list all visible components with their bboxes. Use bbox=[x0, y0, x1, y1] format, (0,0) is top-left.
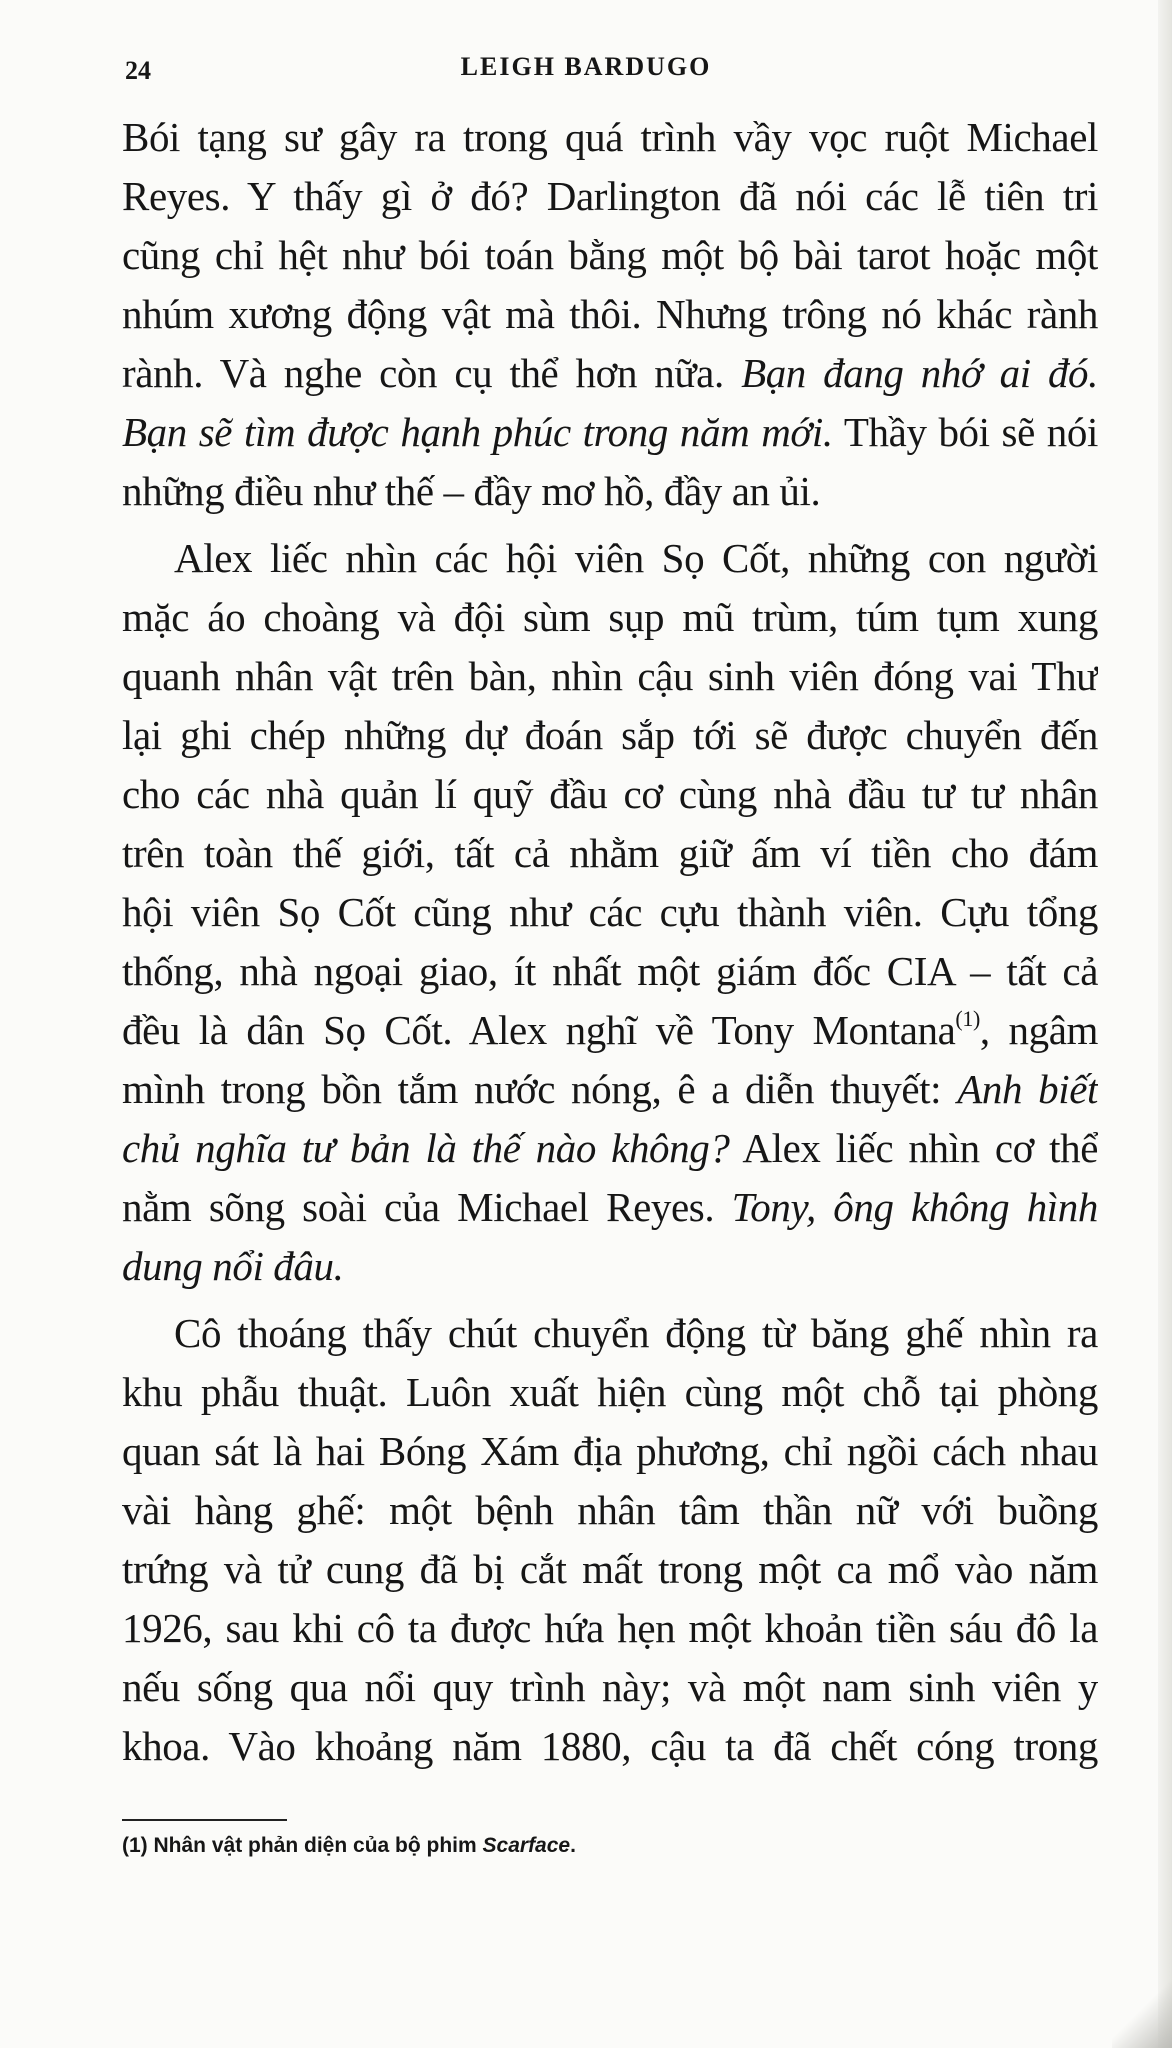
text-segment: thống, nhà ngoại giao, ít nhất một giám đốc CIA – tất cả bbox=[122, 948, 1098, 994]
footnote-text: (1) Nhân vật phản diện của bộ phim bbox=[122, 1834, 483, 1857]
text-segment: Reyes. Y thấy gì ở đó? Darlington đã nói các lễ tiên tri bbox=[122, 173, 1098, 219]
text-line bbox=[122, 1658, 1098, 1717]
page-corner-shadow bbox=[1112, 1968, 1172, 2048]
text-segment: nhúm xương động vật mà thôi. Nhưng trông nó khác rành bbox=[122, 291, 1098, 337]
text-line bbox=[122, 824, 1098, 883]
text-segment: nằm sõng soài của Michael Reyes. bbox=[122, 1184, 732, 1230]
text-segment: trên toàn thế giới, tất cả nhằm giữ ấm ví tiền cho đám bbox=[122, 830, 1098, 876]
body-text bbox=[122, 108, 1098, 1784]
text-line bbox=[122, 344, 1098, 403]
page-number: 24 bbox=[125, 56, 151, 85]
text-segment: , ngâm bbox=[979, 1007, 1098, 1053]
text-line bbox=[122, 285, 1098, 344]
italic-text: Bạn đang nhớ ai đó. bbox=[741, 350, 1098, 396]
paragraph bbox=[122, 529, 1098, 1296]
text-segment: quan sát là hai Bóng Xám địa phương, chỉ ngồi cách nhau bbox=[122, 1428, 1098, 1474]
text-segment: Alex liếc nhìn các hội viên Sọ Cốt, những con người bbox=[174, 535, 1098, 581]
text-segment: vài hàng ghế: một bệnh nhân tâm thần nữ với buồng bbox=[122, 1487, 1098, 1533]
text-segment: Cô thoáng thấy chút chuyển động từ băng ghế nhìn ra bbox=[174, 1310, 1098, 1356]
footnote-film-title: Scarface bbox=[482, 1834, 571, 1857]
running-head: LEIGH BARDUGO bbox=[460, 52, 712, 81]
text-segment: khoa. Vào khoảng năm 1880, cậu ta đã chết cóng trong bbox=[122, 1723, 1098, 1769]
text-line bbox=[122, 1237, 1098, 1296]
text-segment: 1926, sau khi cô ta được hứa hẹn một khoản tiền sáu đô la bbox=[122, 1605, 1098, 1651]
text-line bbox=[122, 883, 1098, 942]
text-segment: cho các nhà quản lí quỹ đầu cơ cùng nhà đầu tư tư nhân bbox=[122, 771, 1098, 817]
text-segment: những điều như thế – đầy mơ hồ, đầy an ủi. bbox=[122, 468, 821, 514]
paragraph bbox=[122, 108, 1098, 521]
text-segment: mặc áo choàng và đội sùm sụp mũ trùm, túm tụm xung bbox=[122, 594, 1098, 640]
italic-text: Bạn sẽ tìm được hạnh phúc trong năm mới. bbox=[122, 409, 833, 455]
italic-text: chủ nghĩa tư bản là thế nào không? bbox=[122, 1125, 730, 1171]
text-segment: rành. Và nghe còn cụ thể hơn nữa. bbox=[122, 350, 742, 396]
footnote-divider bbox=[122, 1819, 287, 1821]
text-line bbox=[122, 529, 1098, 588]
text-line bbox=[122, 1717, 1098, 1776]
text-line bbox=[122, 1481, 1098, 1540]
text-segment: quanh nhân vật trên bàn, nhìn cậu sinh viên đóng vai Thư bbox=[122, 653, 1098, 699]
text-line bbox=[122, 1119, 1098, 1178]
text-line bbox=[122, 403, 1098, 462]
text-segment: Bói tạng sư gây ra trong quá trình vầy vọc ruột Michael bbox=[122, 114, 1098, 160]
text-line bbox=[122, 167, 1098, 226]
text-line bbox=[122, 765, 1098, 824]
text-line bbox=[122, 226, 1098, 285]
text-line bbox=[122, 108, 1098, 167]
text-line bbox=[122, 1001, 1098, 1060]
footnote bbox=[122, 1834, 576, 1858]
text-line bbox=[122, 1599, 1098, 1658]
text-segment: hội viên Sọ Cốt cũng như các cựu thành viên. Cựu tổng bbox=[122, 889, 1098, 935]
text-segment: Alex liếc nhìn cơ thể bbox=[729, 1125, 1098, 1171]
text-line bbox=[122, 942, 1098, 1001]
text-segment: cũng chỉ hệt như bói toán bằng một bộ bài tarot hoặc một bbox=[122, 232, 1098, 278]
page-edge-shadow bbox=[1158, 0, 1172, 2048]
text-line bbox=[122, 706, 1098, 765]
text-segment: Thầy bói sẽ nói bbox=[832, 409, 1098, 455]
text-segment: khu phẫu thuật. Luôn xuất hiện cùng một chỗ tại phòng bbox=[122, 1369, 1098, 1415]
text-segment: trứng và tử cung đã bị cắt mất trong một ca mổ vào năm bbox=[122, 1546, 1098, 1592]
text-segment: mình trong bồn tắm nước nóng, ê a diễn thuyết: bbox=[122, 1066, 958, 1112]
text-line bbox=[122, 462, 1098, 521]
italic-text: dung nổi đâu. bbox=[122, 1243, 344, 1289]
italic-text: Anh biết bbox=[957, 1066, 1098, 1112]
text-segment: nếu sống qua nổi quy trình này; và một nam sinh viên y bbox=[122, 1664, 1098, 1710]
paragraph bbox=[122, 1304, 1098, 1776]
text-line bbox=[122, 588, 1098, 647]
text-line bbox=[122, 1422, 1098, 1481]
text-line bbox=[122, 1060, 1098, 1119]
text-line bbox=[122, 1540, 1098, 1599]
italic-text: Tony, ông không hình bbox=[731, 1184, 1098, 1230]
text-segment: lại ghi chép những dự đoán sắp tới sẽ được chuyển đến bbox=[122, 712, 1098, 758]
footnote-end: . bbox=[570, 1834, 576, 1857]
text-line bbox=[122, 1178, 1098, 1237]
text-segment: đều là dân Sọ Cốt. Alex nghĩ về Tony Montana bbox=[122, 1007, 956, 1053]
text-line bbox=[122, 1304, 1098, 1363]
footnote-reference: (1) bbox=[955, 1006, 980, 1031]
text-line bbox=[122, 1363, 1098, 1422]
text-line bbox=[122, 647, 1098, 706]
